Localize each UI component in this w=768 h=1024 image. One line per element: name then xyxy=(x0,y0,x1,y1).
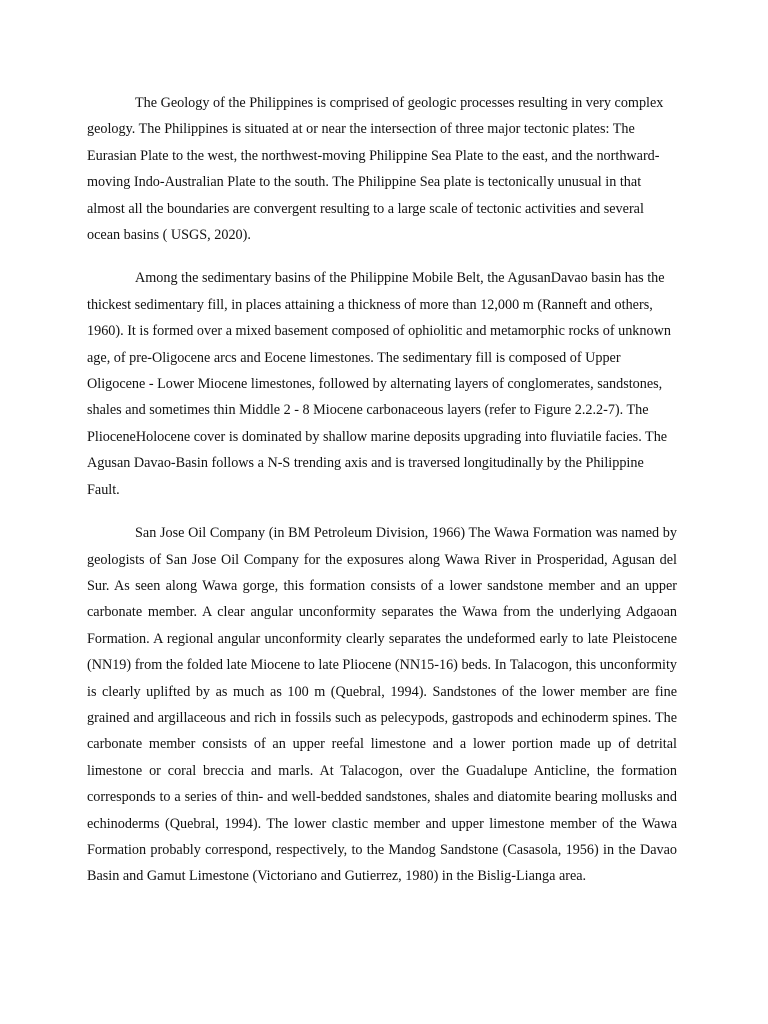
paragraph-wawa-formation: San Jose Oil Company (in BM Petroleum Division, 1966) The Wawa Formation was named by geologists of San Jose Oil Company for the exposures along Wawa River in Prosperidad, Agusan del Sur. As seen along Wawa gorge, this formation consists of a lower sandstone member and an upper carbonate member. A clear angular unconformity separates the Wawa from the underlying Adgaoan Formation. A regional angular unconformity clearly separates the undeformed early to late Pleistocene (NN19) from the folded late Miocene to late Pliocene (NN15-16) beds. In Talacogon, this unconformity is clearly uplifted by as much as 100 m (Quebral, 1994). Sandstones of the lower member are fine grained and argillaceous and rich in fossils such as pelecypods, gastropods and echinoderm spines. The carbonate member consists of an upper reefal limestone and a lower portion made up of detrital limestone or coral breccia and marls. At Talacogon, over the Guadalupe Anticline, the formation corresponds to a series of thin- and well-bedded sandstones, shales and diatomite bearing mollusks and echinoderms (Quebral, 1994). The lower clastic member and upper limestone member of the Wawa Formation probably correspond, respectively, to the Mandog Sandstone (Casasola, 1956) in the Davao Basin and Gamut Limestone (Victoriano and Gutierrez, 1980) in the Bislig-Lianga area. xyxy=(87,525,677,885)
paragraph-agusan-davao-basin: Among the sedimentary basins of the Philippine Mobile Belt, the AgusanDavao basin has the thickest sedimentary fill, in places attaining a thickness of more than 12,000 m (Ranneft and others, 1960). It is formed over a mixed basement composed of ophiolitic and metamorphic rocks of unknown age, of pre-Oligocene arcs and Eocene limestones. The sedimentary fill is composed of Upper Oligocene - Lower Miocene limestones, followed by alternating layers of conglomerates, sandstones, shales and sometimes thin Middle 2 - 8 Miocene carbonaceous layers (refer to Figure 2.2.2-7). The PlioceneHolocene cover is dominated by shallow marine deposits upgrading into fluviatile facies. The Agusan Davao-Basin follows a N-S trending axis and is traversed longitudinally by the Philippine Fault. xyxy=(87,270,671,498)
paragraph-geology-overview: The Geology of the Philippines is comprised of geologic processes resulting in very complex geology. The Philippines is situated at or near the intersection of three major tectonic plates: The Eurasian Plate to the west, the northwest-moving Philippine Sea Plate to the east, and the northward-moving Indo-Australian Plate to the south. The Philippine Sea plate is tectonically unusual in that almost all the boundaries are convergent resulting to a large scale of tectonic activities and several ocean basins ( USGS, 2020). xyxy=(87,95,664,244)
document-page xyxy=(87,90,677,907)
